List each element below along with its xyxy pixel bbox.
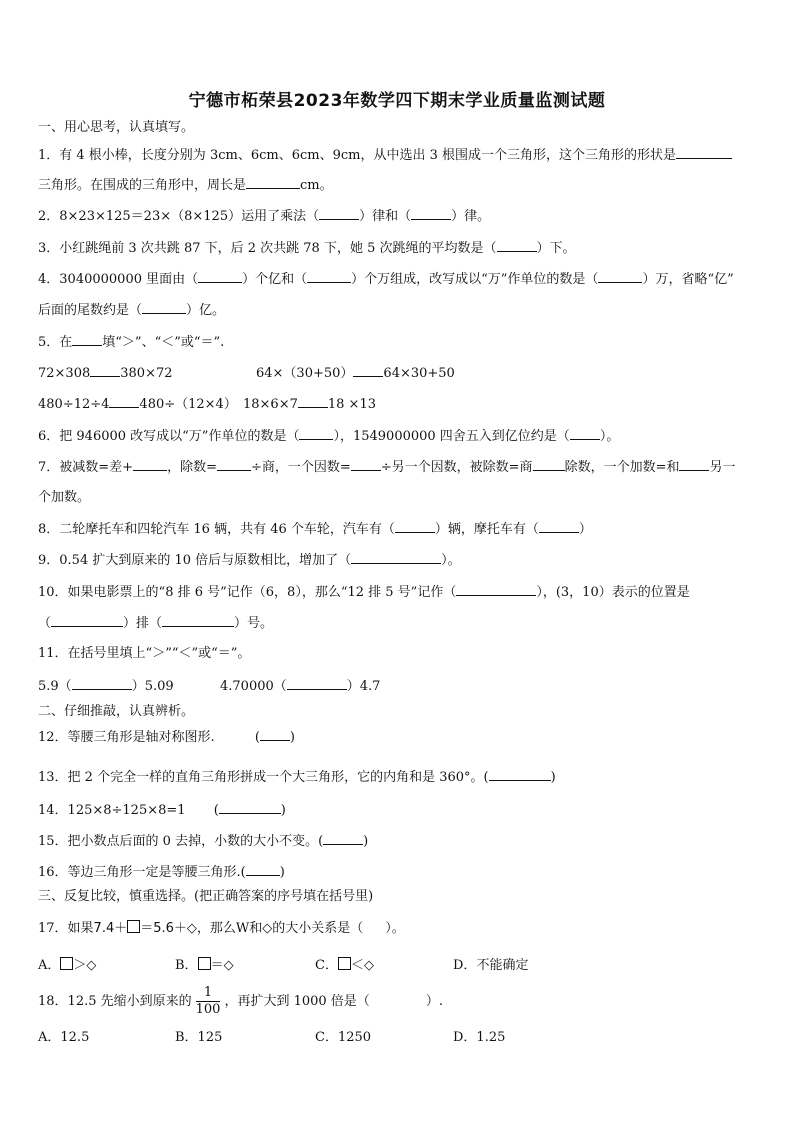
question-5-row-2: 480÷12÷4 480÷（12×4） — [38, 397, 237, 412]
answer-blank[interactable] — [539, 520, 579, 533]
option-a[interactable]: A．12.5 — [38, 1030, 90, 1045]
answer-blank[interactable] — [217, 458, 251, 471]
square-icon — [198, 957, 211, 970]
answer-blank[interactable] — [456, 583, 536, 596]
question-12: 12．等腰三角形是轴对称图形. ( ) — [38, 730, 295, 745]
question-5-row-1: 72×308 380×72 — [38, 366, 173, 381]
question-2: 2．8×23×125＝23×（8×125）运用了乘法（ ）律和（ ）律。 — [38, 209, 491, 224]
answer-blank[interactable] — [219, 801, 281, 814]
answer-blank[interactable] — [323, 832, 363, 845]
question-14: 14．125×8÷125×8=1 ( ) — [38, 803, 286, 818]
question-3: 3．小红跳绳前 3 次共跳 87 下，后 2 次共跳 78 下，她 5 次跳绳的平均数是（ ）下。 — [38, 241, 576, 256]
question-4: 4．3040000000 里面由（ ）个亿和（ ）个万组成，改写成以“万”作单位的数是（ ）万，省略“亿” — [38, 272, 734, 287]
question-7: 7．被减数=差+ ，除数= ÷商，一个因数= ÷另一个因数，被除数=商 除数，一个加数=和 另一 — [38, 460, 736, 475]
answer-blank[interactable] — [299, 427, 333, 440]
answer-blank[interactable] — [497, 239, 537, 252]
answer-blank[interactable] — [162, 614, 234, 627]
answer-blank[interactable] — [260, 728, 290, 741]
question-10: 10．如果电影票上的“8 排 6 号”记作（6，8），那么“12 排 5 号”记作（ ），(3，10）表示的位置是 — [38, 585, 690, 600]
question-10-cont: （ ）排（ ）号。 — [38, 616, 274, 631]
answer-blank[interactable] — [72, 677, 132, 690]
answer-blank[interactable] — [351, 551, 441, 564]
question-8: 8．二轮摩托车和四轮汽车 16 辆，共有 46 个车轮，汽车有（ ）辆，摩托车有（ ） — [38, 522, 592, 537]
section-2-heading: 二、仔细推敲，认真辨析。 — [38, 704, 195, 719]
answer-blank[interactable] — [353, 364, 383, 377]
answer-blank[interactable] — [307, 270, 351, 283]
answer-blank[interactable] — [676, 146, 732, 159]
question-4-cont: 后面的尾数约是（ ）亿。 — [38, 303, 226, 318]
question-18: 18．12.5 先缩小到原来的 $\frac{1}{100}$ ，再扩大到 1000 倍是（ ）. — [38, 985, 443, 1017]
answer-blank[interactable] — [351, 458, 381, 471]
section-1-heading: 一、用心思考，认真填写。 — [38, 120, 195, 135]
answer-blank[interactable] — [395, 520, 435, 533]
answer-blank[interactable] — [109, 395, 139, 408]
answer-blank[interactable] — [319, 207, 359, 220]
answer-blank[interactable] — [679, 458, 709, 471]
answer-blank[interactable] — [598, 270, 642, 283]
answer-blank[interactable] — [298, 395, 328, 408]
square-icon — [338, 957, 351, 970]
question-11-a: 5.9（ ）5.09 — [38, 679, 174, 694]
answer-blank[interactable] — [246, 863, 280, 876]
question-17: 17．如果7.4＋ ＝5.6＋◇，那么W和◇的大小关系是（ ）。 — [38, 921, 405, 936]
option-b[interactable]: B．125 — [175, 1030, 223, 1045]
question-5: 5．在 填“＞”、“＜”或“＝”. — [38, 335, 225, 350]
question-15: 15．把小数点后面的 0 去掉，小数的大小不变。( ) — [38, 834, 369, 849]
option-c[interactable]: C．1250 — [315, 1030, 372, 1045]
answer-blank[interactable] — [133, 458, 167, 471]
answer-blank[interactable] — [142, 301, 186, 314]
answer-blank[interactable] — [198, 270, 242, 283]
question-5-row-2b: 18×6×7 18 ×13 — [243, 397, 376, 412]
answer-blank[interactable] — [51, 614, 123, 627]
question-11: 11．在括号里填上“＞”“＜”或“＝”。 — [38, 646, 251, 661]
fraction: $\frac{1}{100}$ — [195, 985, 221, 1017]
answer-blank[interactable] — [72, 333, 102, 346]
option-c[interactable]: C． ＜◇ — [315, 958, 374, 973]
answer-blank[interactable] — [90, 364, 120, 377]
question-5-row-1b: 64×（30+50） 64×30+50 — [256, 366, 455, 381]
question-6: 6．把 946000 改写成以“万”作单位的数是（ ），1549000000 四舍五入到亿位约是（ ）。 — [38, 429, 620, 444]
question-1-cont: 三角形。在围成的三角形中，周长是 cm。 — [38, 178, 333, 193]
option-a[interactable]: A． ＞◇ — [38, 958, 97, 973]
square-icon — [60, 957, 73, 970]
option-d[interactable]: D．不能确定 — [453, 958, 529, 973]
square-icon — [127, 920, 140, 933]
answer-blank[interactable] — [570, 427, 600, 440]
answer-blank[interactable] — [533, 458, 565, 471]
answer-blank[interactable] — [489, 768, 551, 781]
option-b[interactable]: B． ＝◇ — [175, 958, 234, 973]
answer-blank[interactable] — [411, 207, 451, 220]
option-d[interactable]: D．1.25 — [453, 1030, 506, 1045]
question-16: 16．等边三角形一定是等腰三角形.( ) — [38, 865, 285, 880]
question-7-cont: 个加数。 — [38, 490, 91, 505]
question-9: 9．0.54 扩大到原来的 10 倍后与原数相比，增加了（ ）。 — [38, 553, 461, 568]
section-3-heading: 三、反复比较，慎重选择。(把正确答案的序号填在括号里) — [38, 889, 374, 904]
question-13: 13．把 2 个完全一样的直角三角形拼成一个大三角形，它的内角和是 360°。( ) — [38, 770, 556, 785]
answer-blank[interactable] — [287, 677, 347, 690]
answer-blank[interactable] — [246, 176, 300, 189]
question-1: 1．有 4 根小棒，长度分别为 3cm、6cm、6cm、9cm，从中选出 3 根围成一个三角形，这个三角形的形状是 — [38, 146, 732, 165]
question-11-b: 4.70000（ ）4.7 — [220, 679, 381, 694]
page-title: 宁德市柘荣县2023年数学四下期末学业质量监测试题 — [188, 91, 606, 111]
